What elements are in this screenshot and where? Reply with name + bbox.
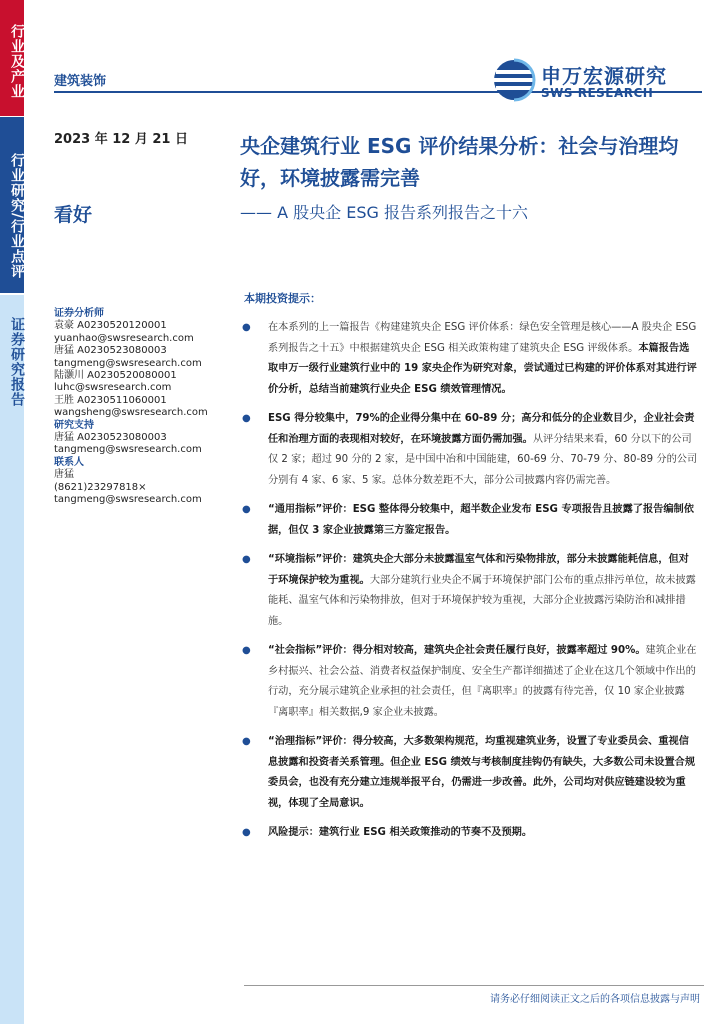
tip-item bbox=[240, 641, 698, 723]
analyst-email: luhc@swsresearch.com bbox=[54, 382, 172, 394]
tip-item bbox=[240, 823, 698, 844]
tip-bold-text: “社会指标”评价：得分相对较高，建筑央企社会责任履行良好，披露率超过 90%。 bbox=[268, 645, 646, 656]
contact-name: 唐猛 bbox=[54, 469, 74, 481]
analyst-name: 陆灏川 A0230520080001 bbox=[54, 370, 177, 382]
bullet-dot-icon: ● bbox=[242, 504, 251, 515]
contact-heading: 联系人 bbox=[54, 456, 84, 468]
sidebar-label-middle: 行业研究/行业点评 bbox=[9, 153, 25, 280]
investment-tips-heading: 本期投资提示： bbox=[244, 292, 321, 305]
tip-bold-text: ESG 得分较集中，79%的企业得分集中在 60-89 分；高分和低分的企业数目少，企业社会责任和治理方面的表现相对较好，在环境披露方面仍需加强。 bbox=[268, 413, 695, 445]
sidebar-strip-bottom bbox=[0, 295, 24, 1024]
tip-bold-text: 风险提示：建筑行业 ESG 相关政策推动的节奏不及预期。 bbox=[268, 827, 533, 838]
rating: 看好 bbox=[54, 204, 93, 226]
analyst-email: tangmeng@swsresearch.com bbox=[54, 357, 202, 369]
report-subtitle: —— A 股央企 ESG 报告系列报告之十六 bbox=[240, 203, 528, 222]
analysts-heading: 证券分析师 bbox=[54, 308, 104, 319]
analyst-email: yuanhao@swsresearch.com bbox=[54, 332, 194, 344]
contact-phone: (8621)23297818× bbox=[54, 481, 147, 493]
logo-name-en: SWS RESEARCH bbox=[541, 86, 654, 100]
sidebar-label-top: 行业及产业 bbox=[9, 24, 25, 99]
tip-text: 大部分建筑行业央企不属于环境保护部门公布的重点排污单位，故未披露能耗、温室气体和污染物排放，但对于环境保护较为重视，大部分企业披露污染防治和减排措施。 bbox=[268, 574, 696, 627]
bullet-dot-icon: ● bbox=[242, 827, 251, 838]
tip-bold-text: 本篇报告选取申万一级行业建筑行业中的 19 家央企作为研究对象，尝试通过已构建的评价体系对其进行评价分析，总结当前建筑行业央企 ESG 绩效管理情况。 bbox=[268, 342, 697, 395]
bullet-dot-icon: ● bbox=[242, 645, 251, 656]
tip-bold-text: “治理指标”评价：得分较高，大多数架构规范，均重视建筑业务，设置了专业委员会、重视信息披露和投资者关系管理。但企业 ESG 绩效与考核制度挂钩仍有缺失，大多数公司未设置合规委员会，也没有充分建立违规举报平台，仍需进一步改善。此外，公司均对供应链建设较为重视，体现了全局意识。 bbox=[268, 736, 696, 809]
footer-divider bbox=[244, 985, 704, 986]
report-date: 2023 年 12 月 21 日 bbox=[54, 132, 188, 147]
tip-item bbox=[240, 732, 698, 814]
sidebar-strip-middle bbox=[0, 117, 24, 293]
company-logo bbox=[492, 58, 702, 102]
tip-text: 建筑企业在乡村振兴、社会公益、消费者权益保护制度、安全生产都详细描述了企业在这几个领域中作出的行动，充分展示建筑企业承担的社会责任，但『离职率』的披露有待完善，仅 10 家企业披露『离职率』相关数据,9 家企业未披露。 bbox=[268, 645, 697, 718]
support-email: tangmeng@swsresearch.com bbox=[54, 444, 202, 456]
contacts-panel bbox=[54, 308, 234, 507]
support-heading: 研究支持 bbox=[54, 419, 94, 431]
footer-disclaimer: 请务必仔细阅读正文之后的各项信息披露与声明 bbox=[490, 994, 700, 1005]
analyst-email: wangsheng@swsresearch.com bbox=[54, 407, 208, 419]
tip-item bbox=[240, 318, 698, 400]
tip-item bbox=[240, 409, 698, 491]
analyst-name: 王胜 A0230511060001 bbox=[54, 394, 167, 406]
analyst-name: 袁豪 A0230520120001 bbox=[54, 320, 167, 332]
support-name: 唐猛 A0230523080003 bbox=[54, 432, 167, 444]
investment-tips-list bbox=[240, 318, 698, 853]
sidebar-label-bottom: 证券研究报告 bbox=[9, 317, 25, 407]
bullet-dot-icon: ● bbox=[242, 322, 251, 333]
contact-email: tangmeng@swsresearch.com bbox=[54, 494, 202, 506]
bullet-dot-icon: ● bbox=[242, 554, 251, 565]
bullet-dot-icon: ● bbox=[242, 413, 251, 424]
tip-bold-text: “通用指标”评价：ESG 整体得分较集中，超半数企业发布 ESG 专项报告且披露了报告编制依据，但仅 3 家企业披露第三方鉴定报告。 bbox=[268, 504, 694, 536]
sector-label: 建筑装饰 bbox=[54, 74, 107, 89]
tip-text: 在本系列的上一篇报告《构建建筑央企 ESG 评价体系：绿色安全管理是核心——A 股央企 ESG 系列报告之十五》中根据建筑央企 ESG 相关政策构建了建筑央企 ESG 评级体系。 bbox=[268, 322, 697, 354]
tip-item bbox=[240, 500, 698, 541]
bullet-dot-icon: ● bbox=[242, 736, 251, 747]
tip-bold-text: “环境指标”评价：建筑央企大部分未披露温室气体和污染物排放，部分未披露能耗信息，但对于环境保护较为重视。 bbox=[268, 554, 689, 586]
logo-globe-icon bbox=[492, 58, 536, 102]
logo-name-cn: 申万宏源研究 bbox=[541, 64, 667, 88]
analyst-name: 唐猛 A0230523080003 bbox=[54, 345, 167, 357]
tip-text: 从评分结果来看，60 分以下的公司仅 2 家；超过 90 分的 2 家，是中国中冶和中国能建，60-69 分、70-79 分、80-89 分的公司分别有 4 家、6 家、5 家。总体分数差距不大，部分公司披露内容仍需完善。 bbox=[268, 433, 698, 486]
tip-item bbox=[240, 550, 698, 632]
report-title: 央企建筑行业 ESG 评价结果分析：社会与治理均好，环境披露需完善 bbox=[240, 134, 679, 190]
sidebar-strip-top bbox=[0, 0, 24, 116]
